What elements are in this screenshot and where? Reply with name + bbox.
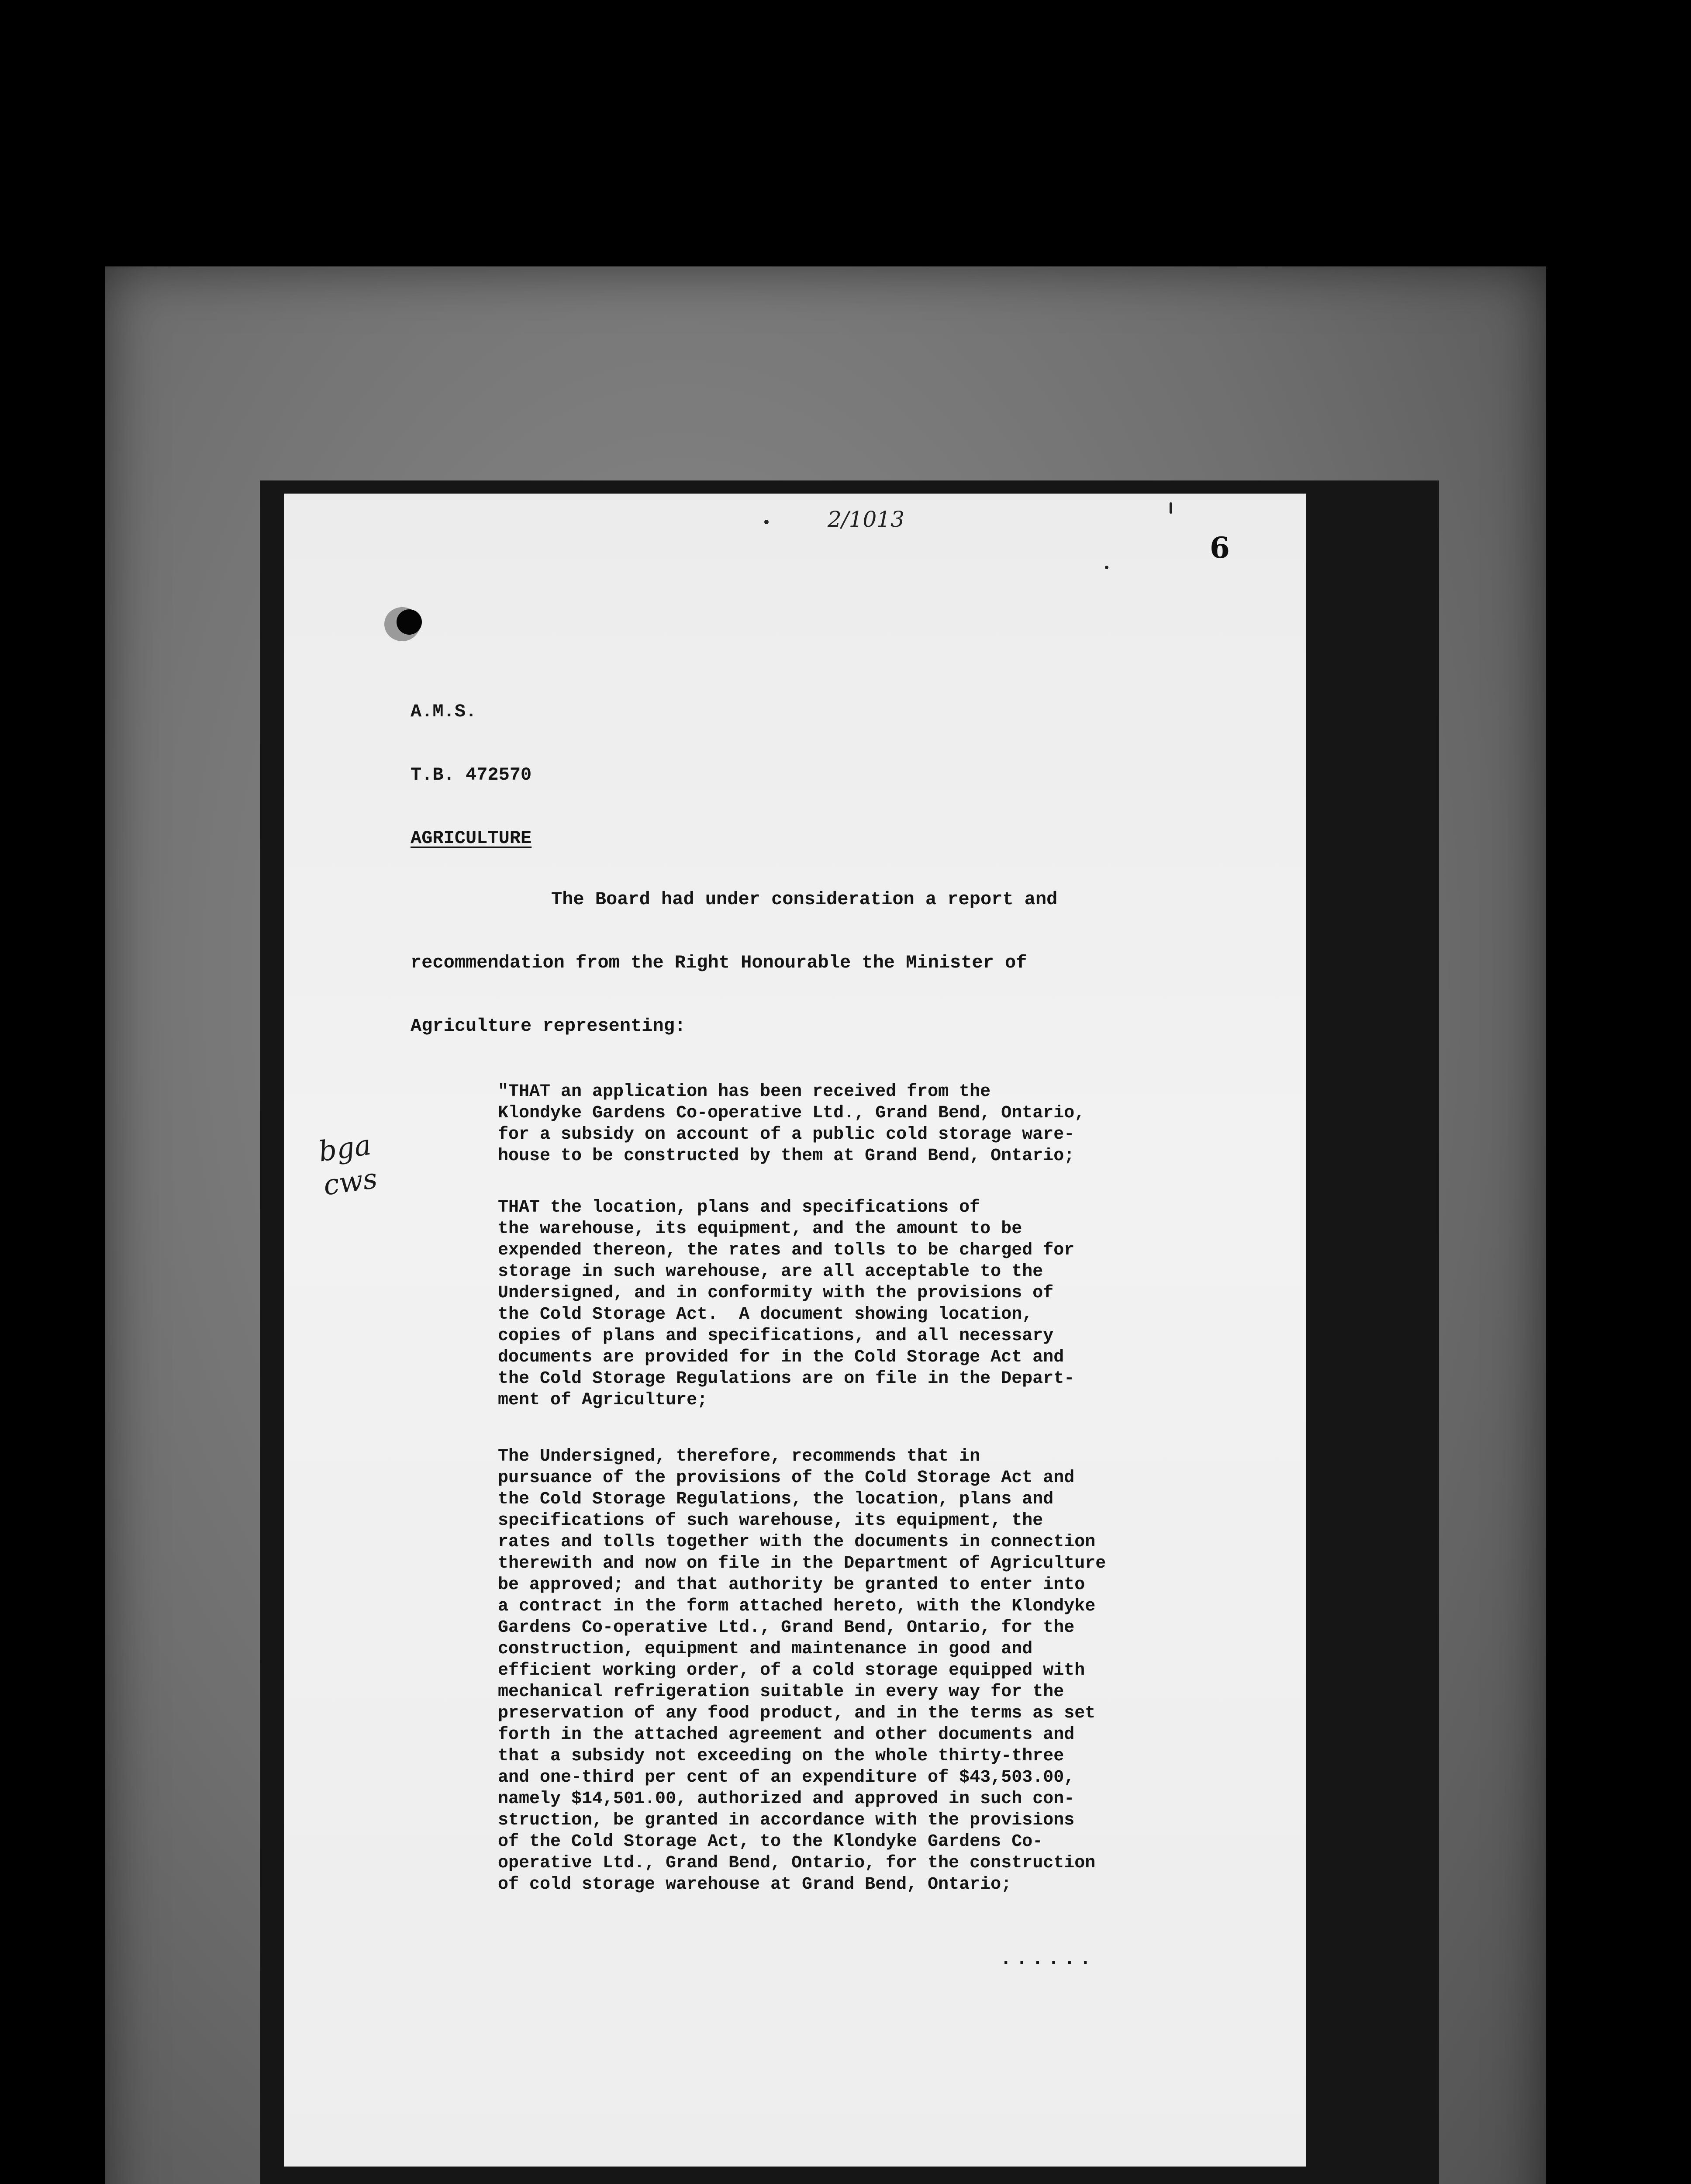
speck	[1170, 502, 1172, 514]
intro-line: Agriculture representing:	[411, 1016, 686, 1037]
quoted-paragraph: The Undersigned, therefore, recommends that in pursuance of the provisions of the Cold Storage Act and the Cold Storage Regulations, the location, plans and specifications of such warehouse, its equipment, the rates and tolls together with the documents in connection therewith and now on file in the Department of Agriculture be approved; and that authority be granted to enter into a contract in the form attached hereto, with the Klondyke Gardens Co-operative Ltd., Grand Bend, Ontario, for the construction, equipment and maintenance in good and efficient working order, of a cold storage equipped with mechanical refrigeration suitable in every way for the preservation of any food product, and in the terms as set forth in the attached agreement and other documents and that a subsidy not exceeding on the whole thirty-three and one-third per cent of an expenditure of $43,503.00, namely $14,501.00, authorized and approved in such con- struction, be granted in accordance with the provisions of the Cold Storage Act, to the Klondyke Gardens Co- operative Ltd., Grand Bend, Ontario, for the construction of cold storage warehouse at Grand Bend, Ontario;	[498, 1447, 1106, 1894]
handwritten-initials: bga cws	[317, 1129, 380, 1202]
header-reference: A.M.S.	[411, 701, 477, 722]
speck	[1105, 566, 1108, 569]
intro-line: recommendation from the Right Honourable the Minister of	[411, 952, 1027, 973]
continuation-mark: ......	[1000, 1948, 1096, 1970]
quoted-paragraph: THAT the location, plans and specifications of the warehouse, its equipment, and the amount to be expended thereon, the rates and tolls to be charged for storage in such warehouse, are all acceptable to the Undersigned, and in conformity with the provisions of the Cold Storage Act. A document showing location, copies of plans and specifications, and all necessary documents are provided for in the Cold Storage Act and the Cold Storage Regulations are on file in the Depart- ment of Agriculture;	[498, 1198, 1075, 1410]
handwritten-reference: 2/1013	[828, 507, 904, 532]
document-page	[284, 494, 1306, 2167]
page-number: 6	[1210, 531, 1230, 565]
intro-line: The Board had under consideration a report and	[551, 889, 1058, 910]
quoted-paragraph: "THAT an application has been received from the Klondyke Gardens Co-operative Ltd., Grand Bend, Ontario, for a subsidy on account of a public cold storage ware- house to be constructed by them at Grand Bend, Ontario;	[498, 1082, 1085, 1166]
scan-background	[105, 266, 1546, 2184]
punch-hole	[397, 609, 422, 635]
treasury-board-number: T.B. 472570	[411, 764, 532, 785]
speck	[764, 520, 769, 524]
department-heading: AGRICULTURE	[411, 828, 532, 849]
